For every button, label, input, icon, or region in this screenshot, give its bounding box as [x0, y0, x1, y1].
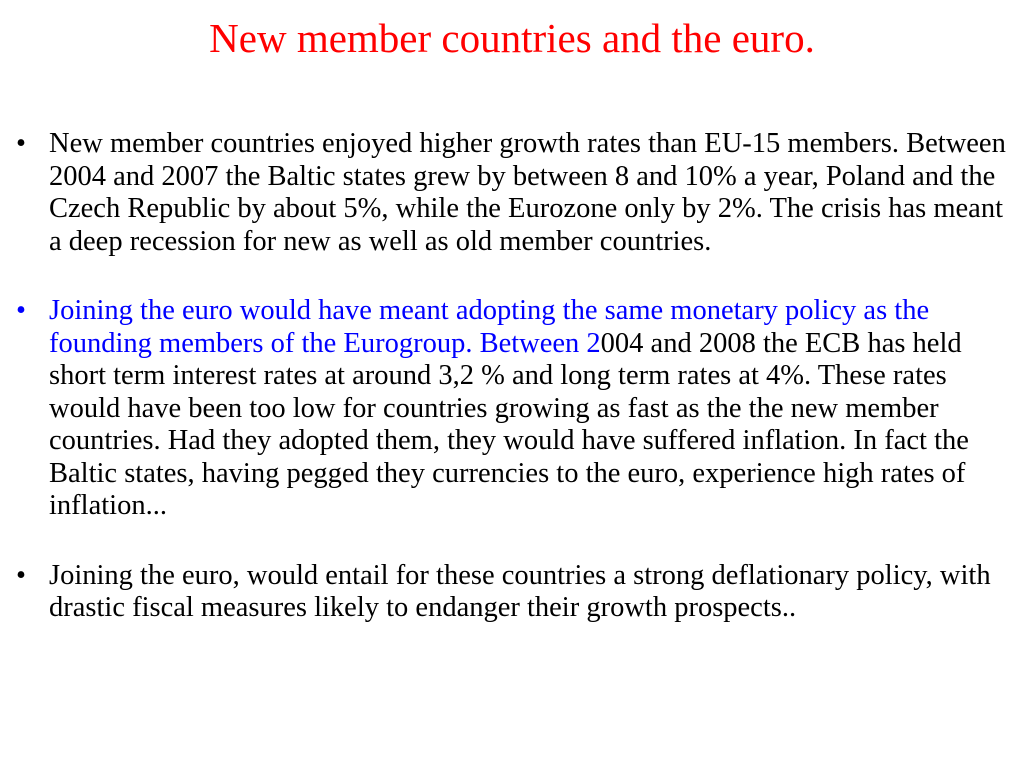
bullet-text-highlighted: Joining the euro would have meant adopting the same monetary policy as the founding members of the Eurogroup. Between 2: [49, 295, 930, 359]
bullet-text-interest-rates: 004 and 2008 the ECB has held short term interest rates at around 3,2 % and long term rates at 4%. These rates would have been too low for countries growing as fast as the the new member countries. Had they adopted them, they would have suffered inflation. In fact the Baltic states, having pegged they currencies to the euro, experience high rates of inflation...: [49, 327, 969, 521]
bullet-item-deflationary-policy: [0, 560, 1024, 625]
bullet-icon: •: [16, 559, 26, 591]
slide-title: New member countries and the euro.: [209, 15, 815, 61]
bullet-icon: •: [16, 295, 26, 326]
bullet-text-deflationary-policy: Joining the euro, would entail for these countries a strong deflationary policy, with drastic fiscal measures likely to endanger their growth prospects..: [49, 559, 991, 623]
bullet-item-growth-rates: [0, 128, 1024, 258]
bullet-text-growth-rates: New member countries enjoyed higher growth rates than EU-15 members. Between 2004 and 2007 the Baltic states grew by between 8 and 10% a year, Poland and the Czech Republic by about 5%, while the Eurozone only by 2%. The crisis has meant a deep recession for new as well as old member countries.: [49, 128, 1006, 257]
bullet-item-monetary-policy: [0, 295, 1024, 523]
bullet-icon: •: [16, 128, 26, 159]
bullet-list: [0, 128, 1024, 625]
